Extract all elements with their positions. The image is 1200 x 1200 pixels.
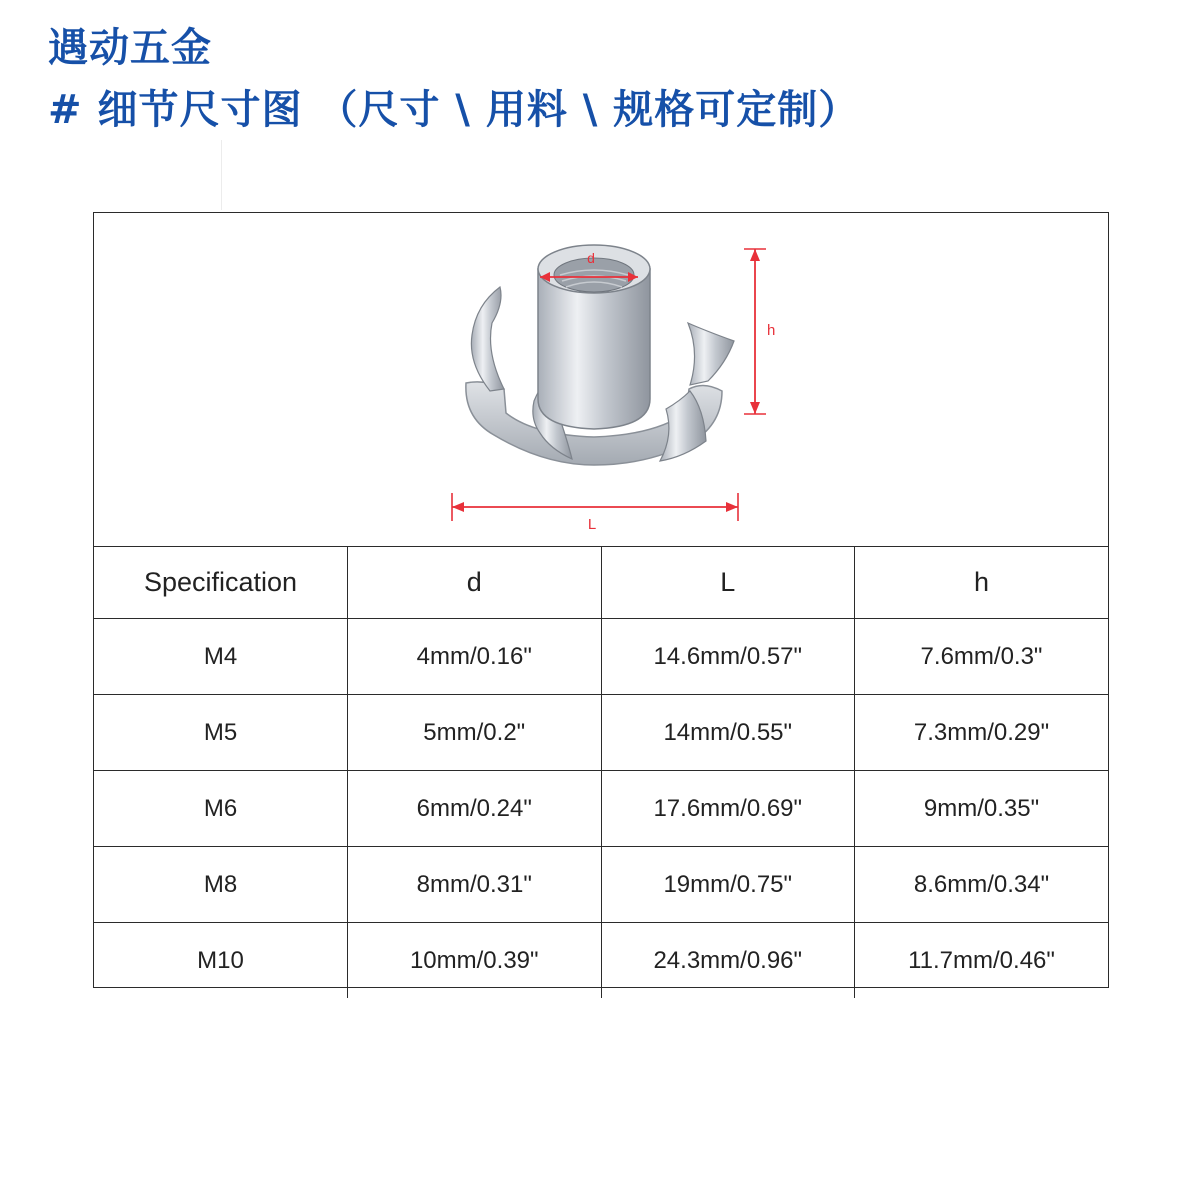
- table-cell: 24.3mm/0.96": [601, 923, 855, 999]
- table-cell: 14mm/0.55": [601, 695, 855, 771]
- label-d: d: [587, 250, 595, 266]
- column-header: Specification: [94, 546, 348, 619]
- table-cell: M5: [94, 695, 348, 771]
- table-row: [94, 923, 1108, 999]
- table-cell: 7.3mm/0.29": [855, 695, 1109, 771]
- table-cell: M10: [94, 923, 348, 999]
- table-row: [94, 695, 1108, 771]
- table-cell: 9mm/0.35": [855, 771, 1109, 847]
- product-figure: [94, 213, 1108, 547]
- table-row: [94, 847, 1108, 923]
- table-cell: M6: [94, 771, 348, 847]
- section-subtitle: # 细节尺寸图 （尺寸 \ 用料 \ 规格可定制）: [48, 87, 860, 133]
- table-cell: 10mm/0.39": [348, 923, 602, 999]
- label-L: L: [587, 516, 597, 533]
- table-cell: M8: [94, 847, 348, 923]
- prong-left-back: [471, 287, 504, 391]
- table-cell: 17.6mm/0.69": [601, 771, 855, 847]
- table-cell: 6mm/0.24": [348, 771, 602, 847]
- dimension-h: [744, 249, 775, 414]
- table-cell: 7.6mm/0.3": [855, 619, 1109, 695]
- table-cell: 14.6mm/0.57": [601, 619, 855, 695]
- table-cell: 8.6mm/0.34": [855, 847, 1109, 923]
- brand-title: 遇动五金: [48, 25, 212, 71]
- column-header: L: [601, 546, 855, 619]
- table-cell: 4mm/0.16": [348, 619, 602, 695]
- divider: [221, 140, 222, 210]
- table-cell: 19mm/0.75": [601, 847, 855, 923]
- table-cell: 5mm/0.2": [348, 695, 602, 771]
- prong-right-back: [688, 323, 734, 385]
- spec-card: [93, 212, 1109, 988]
- table-row: [94, 619, 1108, 695]
- table-row: [94, 771, 1108, 847]
- table-cell: 11.7mm/0.46": [855, 923, 1109, 999]
- dimension-L: [452, 493, 738, 533]
- column-header: d: [348, 546, 602, 619]
- spec-table: [94, 546, 1108, 998]
- table-cell: M4: [94, 619, 348, 695]
- table-cell: 8mm/0.31": [348, 847, 602, 923]
- table-header-row: [94, 546, 1108, 619]
- label-h: h: [767, 322, 776, 339]
- column-header: h: [855, 546, 1109, 619]
- tee-nut-diagram: [94, 213, 1108, 546]
